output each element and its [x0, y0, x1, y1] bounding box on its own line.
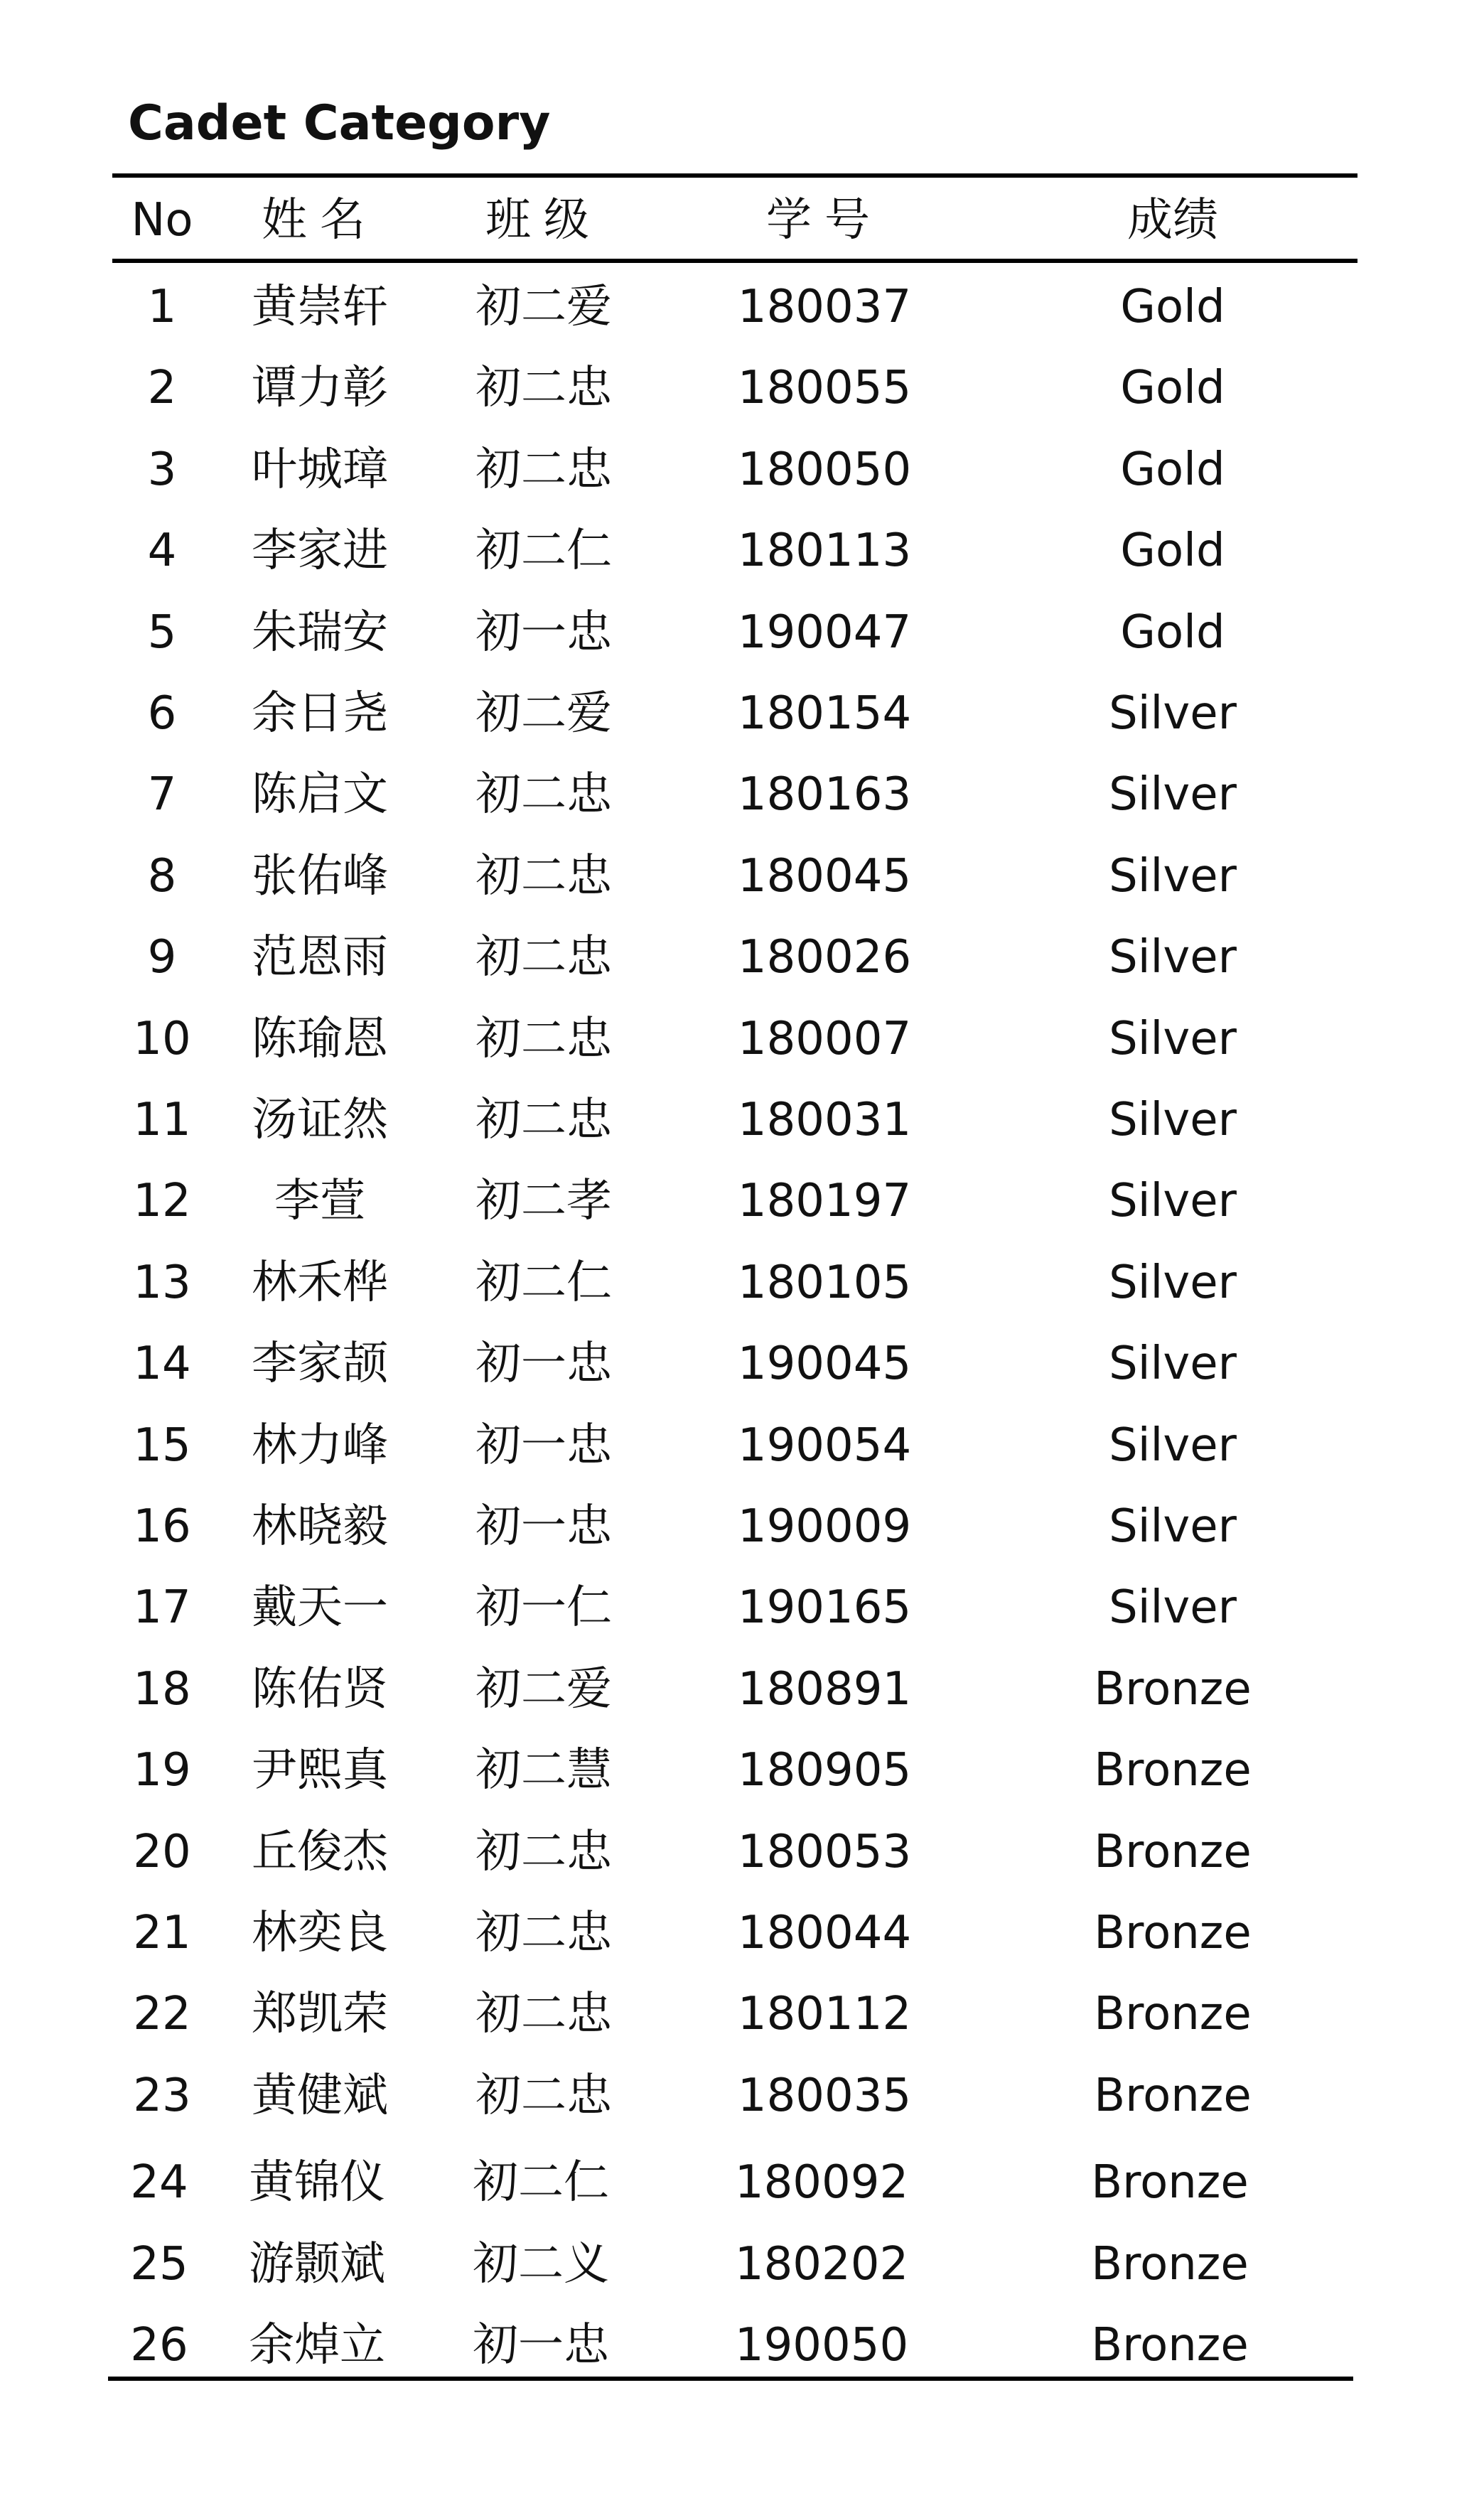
table-row [0, 1893, 1484, 1973]
cell-class: 初二忠 [475, 443, 612, 496]
table-row [0, 2224, 1484, 2304]
cell-name: 林奕良 [252, 1907, 388, 1959]
cell-no: 13 [133, 1256, 191, 1309]
cell-name: 林力峰 [252, 1419, 388, 1472]
cell-no: 22 [133, 1988, 191, 2041]
cell-class: 初二爱 [475, 1662, 612, 1716]
cell-no: 21 [133, 1907, 191, 1959]
cell-result: Gold [1120, 281, 1225, 333]
cell-student-id: 190047 [737, 606, 912, 659]
column-header-name: 姓名 [262, 194, 378, 247]
table-row [0, 267, 1484, 347]
table-row [0, 999, 1484, 1079]
table-row [0, 918, 1484, 997]
table-row [0, 2143, 1484, 2222]
cell-class: 初二爱 [475, 687, 612, 740]
cell-class: 初一忠 [475, 1500, 612, 1553]
cell-class: 初二义 [473, 2237, 609, 2291]
table-bottom-rule [108, 2377, 1353, 2381]
table-row [0, 1243, 1484, 1323]
table-row [0, 1568, 1484, 1647]
cell-result: Bronze [1094, 1744, 1252, 1797]
cell-class: 初二忠 [475, 362, 612, 415]
cell-class: 初二忠 [475, 1988, 612, 2041]
cell-result: Silver [1109, 1175, 1237, 1228]
cell-name: 尹熙真 [252, 1744, 388, 1797]
cell-name: 汤证然 [252, 1094, 388, 1146]
cell-no: 9 [147, 931, 177, 984]
cell-no: 19 [133, 1744, 191, 1797]
table-row [0, 836, 1484, 916]
cell-result: Bronze [1094, 1825, 1252, 1878]
cell-student-id: 180163 [737, 768, 912, 822]
cell-no: 7 [147, 768, 177, 822]
cell-no: 1 [147, 281, 177, 333]
table-row [0, 674, 1484, 753]
cell-student-id: 180092 [734, 2156, 909, 2210]
table-header-rule [112, 259, 1357, 263]
cell-no: 16 [133, 1500, 191, 1553]
table-row [0, 755, 1484, 834]
cell-student-id: 180055 [737, 362, 912, 415]
cell-result: Silver [1109, 1500, 1237, 1553]
table-row [0, 1324, 1484, 1404]
cell-no: 14 [133, 1338, 191, 1391]
cell-result: Silver [1109, 849, 1237, 903]
cell-student-id: 180113 [737, 524, 912, 578]
cell-result: Silver [1109, 1256, 1237, 1309]
cell-name: 张佑峰 [252, 849, 388, 903]
cell-result: Silver [1109, 687, 1237, 740]
cell-result: Silver [1109, 1419, 1237, 1472]
page-title: Cadet Category [128, 95, 551, 151]
cell-name: 陈佑贤 [252, 1662, 388, 1716]
cell-result: Bronze [1094, 1662, 1252, 1716]
cell-class: 初二忠 [475, 768, 612, 822]
cell-no: 2 [147, 362, 177, 415]
cell-class: 初二仁 [475, 1256, 612, 1309]
table-row [0, 1161, 1484, 1241]
cell-name: 李家颉 [252, 1338, 388, 1391]
cell-no: 3 [147, 443, 177, 496]
column-header-no: No [131, 194, 193, 247]
cell-student-id: 180045 [737, 849, 912, 903]
cell-student-id: 180905 [737, 1744, 912, 1797]
cell-student-id: 180154 [737, 687, 912, 740]
cell-name: 朱瑞安 [252, 606, 388, 659]
column-header-result: 成绩 [1127, 194, 1218, 247]
cell-result: Silver [1109, 768, 1237, 822]
cell-result: Bronze [1091, 2319, 1249, 2372]
cell-no: 8 [147, 849, 177, 903]
cell-student-id: 180891 [737, 1662, 912, 1716]
cell-name: 丘俊杰 [252, 1825, 388, 1878]
cell-class: 初一忠 [475, 1419, 612, 1472]
cell-name: 陈启文 [252, 768, 388, 822]
cell-class: 初二仁 [475, 524, 612, 578]
cell-name: 林晓毅 [252, 1500, 388, 1553]
cell-class: 初二忠 [475, 1825, 612, 1878]
cell-result: Bronze [1094, 2069, 1252, 2122]
cell-student-id: 180044 [737, 1907, 912, 1959]
cell-student-id: 190165 [737, 1581, 912, 1635]
cell-name: 谭力彰 [252, 362, 388, 415]
cell-result: Bronze [1091, 2237, 1249, 2291]
table-row [0, 593, 1484, 672]
cell-student-id: 180050 [737, 443, 912, 496]
cell-class: 初二慧 [475, 1744, 612, 1797]
cell-result: Bronze [1091, 2156, 1249, 2210]
cell-result: Gold [1120, 362, 1225, 415]
cell-no: 6 [147, 687, 177, 740]
cell-student-id: 180112 [737, 1988, 912, 2041]
cell-result: Bronze [1094, 1988, 1252, 2041]
table-row [0, 1487, 1484, 1566]
cell-result: Silver [1109, 1581, 1237, 1635]
cell-student-id: 180105 [737, 1256, 912, 1309]
cell-class: 初二忠 [475, 2069, 612, 2122]
cell-result: Silver [1109, 1094, 1237, 1146]
cell-student-id: 180037 [737, 281, 912, 333]
table-row [0, 1650, 1484, 1729]
cell-no: 12 [133, 1175, 191, 1228]
cell-no: 5 [147, 606, 177, 659]
cell-class: 初一忠 [475, 1338, 612, 1391]
table-row [0, 1406, 1484, 1485]
table-top-rule [112, 173, 1357, 178]
column-header-student-id: 学号 [766, 194, 883, 247]
table-row [0, 511, 1484, 591]
cell-name: 林禾桦 [252, 1256, 388, 1309]
cell-class: 初二爱 [475, 281, 612, 333]
table-row [0, 1731, 1484, 1810]
cell-no: 15 [133, 1419, 191, 1472]
cell-no: 20 [133, 1825, 191, 1878]
cell-no: 4 [147, 524, 177, 578]
cell-name: 李萱 [274, 1175, 365, 1228]
cell-name: 陈瑜恩 [252, 1012, 388, 1065]
cell-result: Gold [1120, 606, 1225, 659]
cell-no: 26 [130, 2319, 188, 2372]
cell-no: 24 [130, 2156, 188, 2210]
column-header-class: 班级 [485, 194, 602, 247]
cell-name: 叶城璋 [252, 443, 388, 496]
cell-class: 初二忠 [475, 1907, 612, 1959]
cell-result: Silver [1109, 1338, 1237, 1391]
table-row [0, 1080, 1484, 1160]
cell-student-id: 180031 [737, 1094, 912, 1146]
cell-name: 郑凯荣 [252, 1988, 388, 2041]
cell-no: 18 [133, 1662, 191, 1716]
cell-name: 范恩雨 [252, 931, 388, 984]
table-row [0, 1812, 1484, 1892]
cell-no: 23 [133, 2069, 191, 2122]
table-row [0, 430, 1484, 510]
cell-result: Silver [1109, 931, 1237, 984]
cell-name: 戴天一 [252, 1581, 388, 1635]
cell-student-id: 180053 [737, 1825, 912, 1878]
cell-no: 25 [130, 2237, 188, 2291]
cell-student-id: 190054 [737, 1419, 912, 1472]
cell-student-id: 180007 [737, 1012, 912, 1065]
cell-student-id: 190045 [737, 1338, 912, 1391]
cell-no: 17 [133, 1581, 191, 1635]
cell-result: Gold [1120, 524, 1225, 578]
cell-name: 游颢斌 [249, 2237, 385, 2291]
cell-name: 黄锦仪 [249, 2156, 385, 2210]
cell-name: 余日尧 [252, 687, 388, 740]
cell-student-id: 180035 [737, 2069, 912, 2122]
cell-student-id: 190009 [737, 1500, 912, 1553]
cell-no: 10 [133, 1012, 191, 1065]
cell-class: 初一仁 [475, 1581, 612, 1635]
table-row [0, 2056, 1484, 2136]
cell-no: 11 [133, 1094, 191, 1146]
cell-student-id: 180026 [737, 931, 912, 984]
cell-name: 黄健斌 [252, 2069, 388, 2122]
cell-class: 初二忠 [475, 849, 612, 903]
cell-result: Gold [1120, 443, 1225, 496]
cell-name: 余焯立 [249, 2319, 385, 2372]
cell-class: 初二忠 [475, 1012, 612, 1065]
cell-class: 初二忠 [475, 1094, 612, 1146]
cell-class: 初一忠 [473, 2319, 609, 2372]
cell-name: 李家进 [252, 524, 388, 578]
table-row [0, 2305, 1484, 2385]
cell-class: 初二孝 [475, 1175, 612, 1228]
cell-result: Bronze [1094, 1907, 1252, 1959]
cell-student-id: 190050 [734, 2319, 909, 2372]
cell-result: Silver [1109, 1012, 1237, 1065]
table-row [0, 348, 1484, 428]
cell-class: 初二忠 [475, 931, 612, 984]
cell-class: 初二仁 [473, 2156, 609, 2210]
cell-student-id: 180197 [737, 1175, 912, 1228]
cell-class: 初一忠 [475, 606, 612, 659]
table-row [0, 1974, 1484, 2054]
cell-student-id: 180202 [734, 2237, 909, 2291]
cell-name: 黄崇轩 [252, 281, 388, 333]
